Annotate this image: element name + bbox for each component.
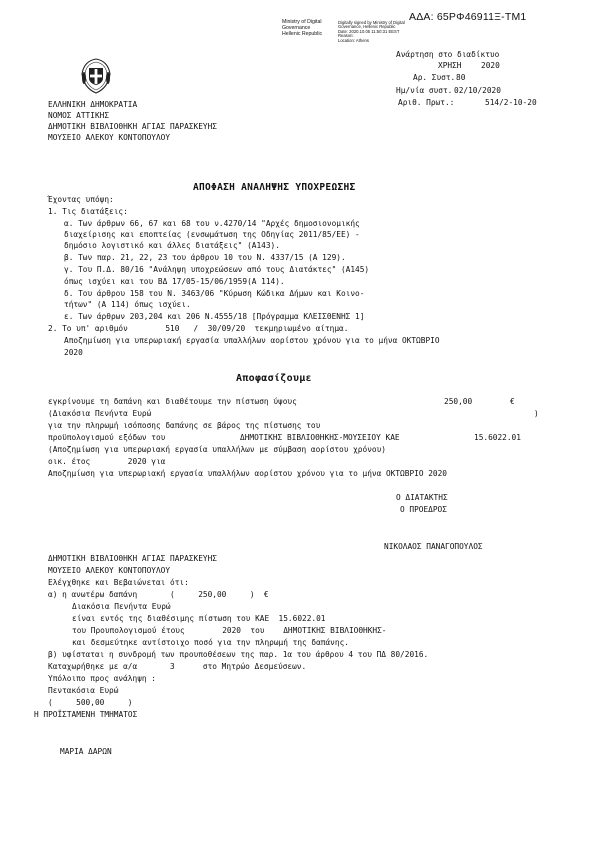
decision-line-6: οικ. έτος 2020 για <box>48 457 166 466</box>
verification-line-7: του Προυπολογισμού έτους 2020 του ΔΗΜΟΤΙΚΗΣ ΒΙΒΛΙΟΘΗΚΗΣ- <box>72 626 387 635</box>
verification-line-2: ΜΟΥΣΕΙΟ ΑΛΕΚΟΥ ΚΟΝΤΟΠΟΥΛΟΥ <box>48 566 171 575</box>
signer-ministry-line-1: Ministry of Digital <box>282 19 322 25</box>
signatory-role-2: Ο ΠΡΟΕΔΡΟΣ <box>400 505 447 514</box>
considering-line-7: γ. Του Π.Δ. 80/16 "Ανάληψη υποχρεώσεων από τους Διατάκτες" (Α145) <box>64 265 370 274</box>
signer-ministry-line-3: Hellenic Republic <box>282 31 323 37</box>
header-line-3: ΔΗΜΟΤΙΚΗ ΒΙΒΛΙΟΘΗΚΗ ΑΓΙΑΣ ΠΑΡΑΣΚΕΥΗΣ <box>48 122 217 131</box>
considering-line-4: διαχείρισης και εποπτείας (ενσωμάτωση της Οδηγίας 2011/85/ΕΕ) - <box>64 230 360 239</box>
considering-line-3: α. Των άρθρων 66, 67 και 68 του ν.4270/14 "Αρχές δημοσιονομικής <box>64 219 360 228</box>
document-title: ΑΠΟΦΑΣΗ ΑΝΑΛΗΨΗΣ ΥΠΟΧΡΕΩΣΗΣ <box>193 182 356 193</box>
considering-line-11: ε. Των άρθρων 203,204 και 206 Ν.4555/18 [Πρόγραμμα ΚΛΕΙΣΘΕΝΗΣ 1] <box>64 312 365 321</box>
header-line-1: ΕΛΛΗΝΙΚΗ ΔΗΜΟΚΡΑΤΙΑ <box>48 100 138 109</box>
signer-ministry-line-2: Governance <box>282 25 311 31</box>
verification-line-13: ( 500,00 ) <box>48 698 133 707</box>
prot-value: 514/2-10-20 <box>485 98 537 107</box>
decision-amount-close: ) <box>534 409 539 418</box>
considering-line-10: τήτων" (Α 114) όπως ισχύει. <box>64 300 191 309</box>
date-label: Ημ/νία συστ. <box>396 86 453 95</box>
verification-line-4: α) η ανωτέρω δαπάνη ( 250,00 ) € <box>48 590 269 599</box>
decision-budget-entity: ΔΗΜΟΤΙΚΗΣ ΒΙΒΛΙΟΘΗΚΗΣ-ΜΟΥΣΕΙΟΥ ΚΑΕ <box>240 433 400 442</box>
digital-signature-text: Digitally signed by Ministry of Digital Governance, Hellenic Republic Date: 2020.10.05 11:50:31 EEST Reason: Location: Athens <box>338 20 405 43</box>
considering-line-8: όπως ισχύει και του ΒΔ 17/05-15/06/1959(Α 114). <box>64 277 285 286</box>
decision-line-5: (Αποζημίωση για υπερωριακή εργασία υπαλλήλων με σύμβαση αορίστου χρόνου) <box>48 445 386 454</box>
decision-currency: € <box>510 397 515 406</box>
year-value: 2020 <box>481 61 500 70</box>
considering-line-13: Αποζημίωση για υπερωριακή εργασία υπαλλήλων αορίστου χρόνου για το μήνα ΟΚΤΩΒΡΙΟ <box>64 336 440 345</box>
verification-line-5: Διακόσια Πενήντα Ευρώ <box>72 602 171 611</box>
verification-line-8: και δεσμεύτηκε αντίστοιχο ποσό για την πληρωμή της δαπάνης. <box>72 638 349 647</box>
closing-name: ΜΑΡΙΑ ΔΑΡΩΝ <box>60 747 112 756</box>
decision-line-4: προϋπολογισμού εξόδων του <box>48 433 166 442</box>
greek-coat-of-arms-icon <box>78 56 114 96</box>
verification-line-1: ΔΗΜΟΤΙΚΗ ΒΙΒΛΙΟΘΗΚΗ ΑΓΙΑΣ ΠΑΡΑΣΚΕΥΗΣ <box>48 554 217 563</box>
considering-line-9: δ. Του άρθρου 158 του Ν. 3463/06 "Κύρωση Κώδικα Δήμων και Κοινο- <box>64 289 365 298</box>
decision-line-7: Αποζημίωση για υπερωριακή εργασία υπαλλήλων αορίστου χρόνου για το μήνα ΟΚΤΩΒΡΙΟ 2020 <box>48 469 448 478</box>
verification-line-14: Η ΠΡΟΪΣΤΑΜΕΝΗ ΤΜΗΜΑΤΟΣ <box>34 710 138 719</box>
considering-line-12: 2. Το υπ' αριθμόν 510 / 30/09/20 τεκμηριωμένο αίτημα. <box>48 324 349 333</box>
considering-line-1: Έχοντας υπόψη: <box>48 195 114 204</box>
date-value: 02/10/2020 <box>454 86 501 95</box>
verification-line-12: Πεντακόσια Ευρώ <box>48 686 119 695</box>
prot-label: Αριθ. Πρωτ.: <box>398 98 455 107</box>
considering-line-6: β. Των παρ. 21, 22, 23 του άρθρου 10 του Ν. 4337/15 (Α 129). <box>64 253 346 262</box>
signatory-name: ΝΙΚΟΛΑΟΣ ΠΑΝΑΓΟΠΟΥΛΟΣ <box>384 542 483 551</box>
decision-line-1: εγκρίνουμε τη δαπάνη και διαθέτουμε την πίστωση ύψους <box>48 397 297 406</box>
arsyst-value: 80 <box>456 73 466 82</box>
decision-kae: 15.6022.01 <box>474 433 521 442</box>
decision-line-3: για την πληρωμή ισόποσης δαπάνης σε βάρος της πίστωσης του <box>48 421 321 430</box>
considering-line-2: 1. Τις διατάξεις: <box>48 207 128 216</box>
year-label: ΧΡΗΣΗ <box>438 61 462 70</box>
verification-line-10: Καταχωρήθηκε με α/α 3 στο Μητρώο Δεσμεύσεων. <box>48 662 307 671</box>
ada-code: ΑΔΑ: 65ΡΦ46911Ξ-ΤΜ1 <box>409 11 527 23</box>
verification-line-6: είναι εντός της διαθέσιμης πίστωση του ΚΑΕ 15.6022.01 <box>72 614 326 623</box>
decision-amount: 250,00 <box>444 397 473 406</box>
decide-heading: Αποφασίζουμε <box>236 373 312 384</box>
header-line-4: ΜΟΥΣΕΙΟ ΑΛΕΚΟΥ ΚΟΝΤΟΠΟΥΛΟΥ <box>48 133 171 142</box>
arsyst-label: Αρ. Συστ. <box>413 73 456 82</box>
header-line-2: ΝΟΜΟΣ ΑΤΤΙΚΗΣ <box>48 111 110 120</box>
verification-line-11: Υπόλοιπο προς ανάληψη : <box>48 674 156 683</box>
verification-line-9: β) υφίσταται η συνδρομή των προυποθέσεων της παρ. 1α του άρθρου 4 του ΠΔ 80/2016. <box>48 650 429 659</box>
considering-line-5: δημόσιο λογιστικό και άλλες διατάξεις" (Α143). <box>64 241 280 250</box>
signatory-role-1: Ο ΔΙΑΤΑΚΤΗΣ <box>396 493 448 502</box>
considering-line-14: 2020 <box>64 348 83 357</box>
decision-amount-words: (Διακόσια Πενήντα Ευρώ <box>48 409 152 418</box>
posting-note: Ανάρτηση στο διαδίκτυο <box>396 50 500 59</box>
verification-line-3: Ελέγχθηκε και Βεβαιώνεται ότι: <box>48 578 189 587</box>
